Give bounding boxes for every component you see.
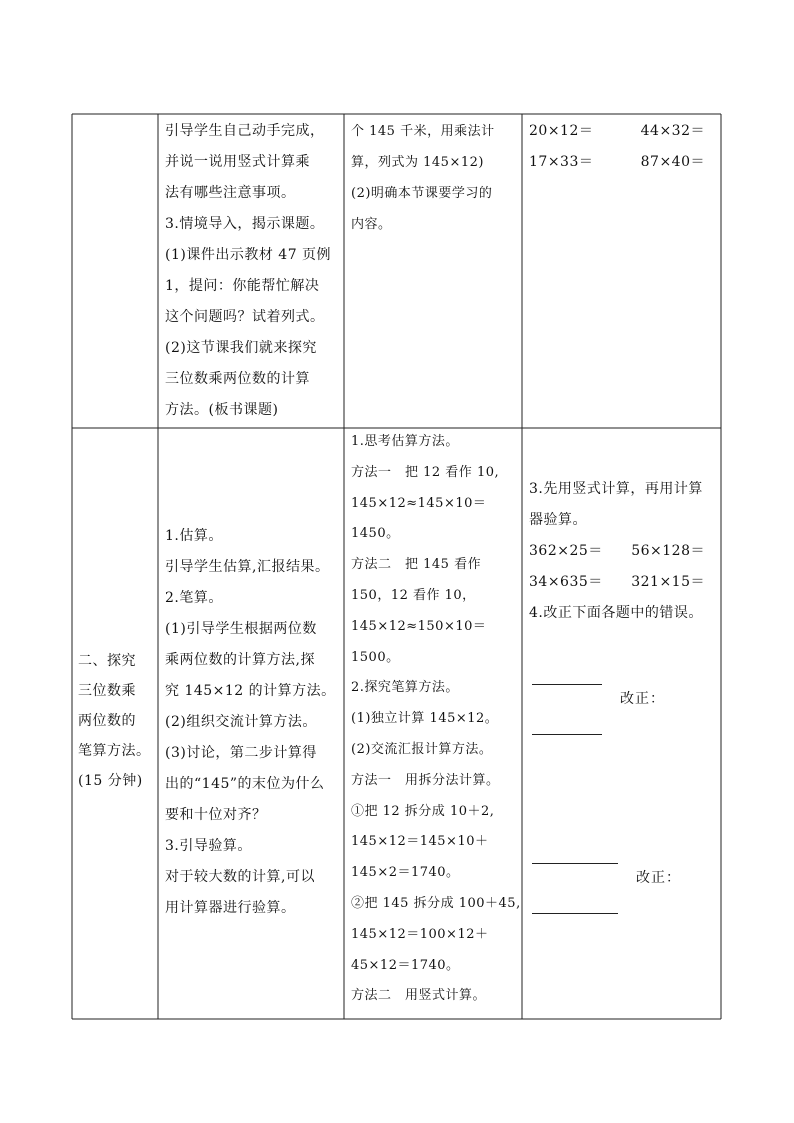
- row1-student-activity: 个 145 千米，用乘法计 算，列式为 145×12) (2)明确本节课要学习的 内容。: [351, 124, 495, 232]
- calc1-line-2: [532, 734, 602, 735]
- calc2-line-2: [532, 913, 618, 914]
- calc1-line-1: [532, 684, 602, 685]
- row2-student-activity: 1.思考估算方法。 方法一 把 12 看作 10, 145×12≈145×10＝ 1450。 方法二 把 145 看作 150，12 看作 10， 145×12≈150×10＝ 1500。 2.探究笔算方法。 (1)独立计算 145×12。 (2)交流汇报计算方法。 方法一 用拆分法计算。 ①把 12 拆分成 10＋2, 145×12＝145×10＋ 145×2＝1740。 ②把 145 拆分成 100＋45, 145×12＝100×12＋ 45×12＝1740。 方法二 用竖式计算。: [351, 434, 521, 1004]
- exercise-pair: 362×25＝ 56×128＝: [529, 543, 705, 559]
- section-title: 二、探究 三位数乘 两位数的 笔算方法。 (15 分钟): [78, 653, 151, 789]
- row1-teacher-activity: 引导学生自己动手完成， 并说一说用竖式计算乘 法有哪些注意事项。 3.情境导入，揭示课题。 (1)课件出示教材 47 页例 1，提问：你能帮忙解决 这个问题吗？试着列式。 (2)这节课我们就来探究 三位数乘两位数的计算 方法。(板书课题): [165, 123, 332, 418]
- exercise-pair: 20×12＝ 44×32＝: [529, 123, 705, 139]
- calc1-fix-label: 改正：: [620, 691, 665, 707]
- row2-teacher-activity: 1.估算。 引导学生估算,汇报结果。 2.笔算。 (1)引导学生根据两位数 乘两位数的计算方法,探 究 145×12 的计算方法。 (2)组织交流计算方法。 (3)讨论，第二步计算得 出的“145”的末位为什么 要和十位对齐？ 3.引导验算。 对于较大数的计算,可以 用计算器进行验算。: [165, 528, 336, 916]
- calc2-fix-label: 改正：: [636, 870, 681, 886]
- exercise-pair: 17×33＝ 87×40＝: [529, 154, 705, 170]
- calc2-line-1: [532, 863, 618, 864]
- row2-exercises: 3.先用竖式计算，再用计算 器验算。 362×25＝ 56×128＝ 34×635＝ 321×15＝ 4.改正下面各题中的错误。: [529, 474, 719, 629]
- exercise-pair: 34×635＝ 321×15＝: [529, 574, 705, 590]
- row1-exercises: [529, 116, 719, 178]
